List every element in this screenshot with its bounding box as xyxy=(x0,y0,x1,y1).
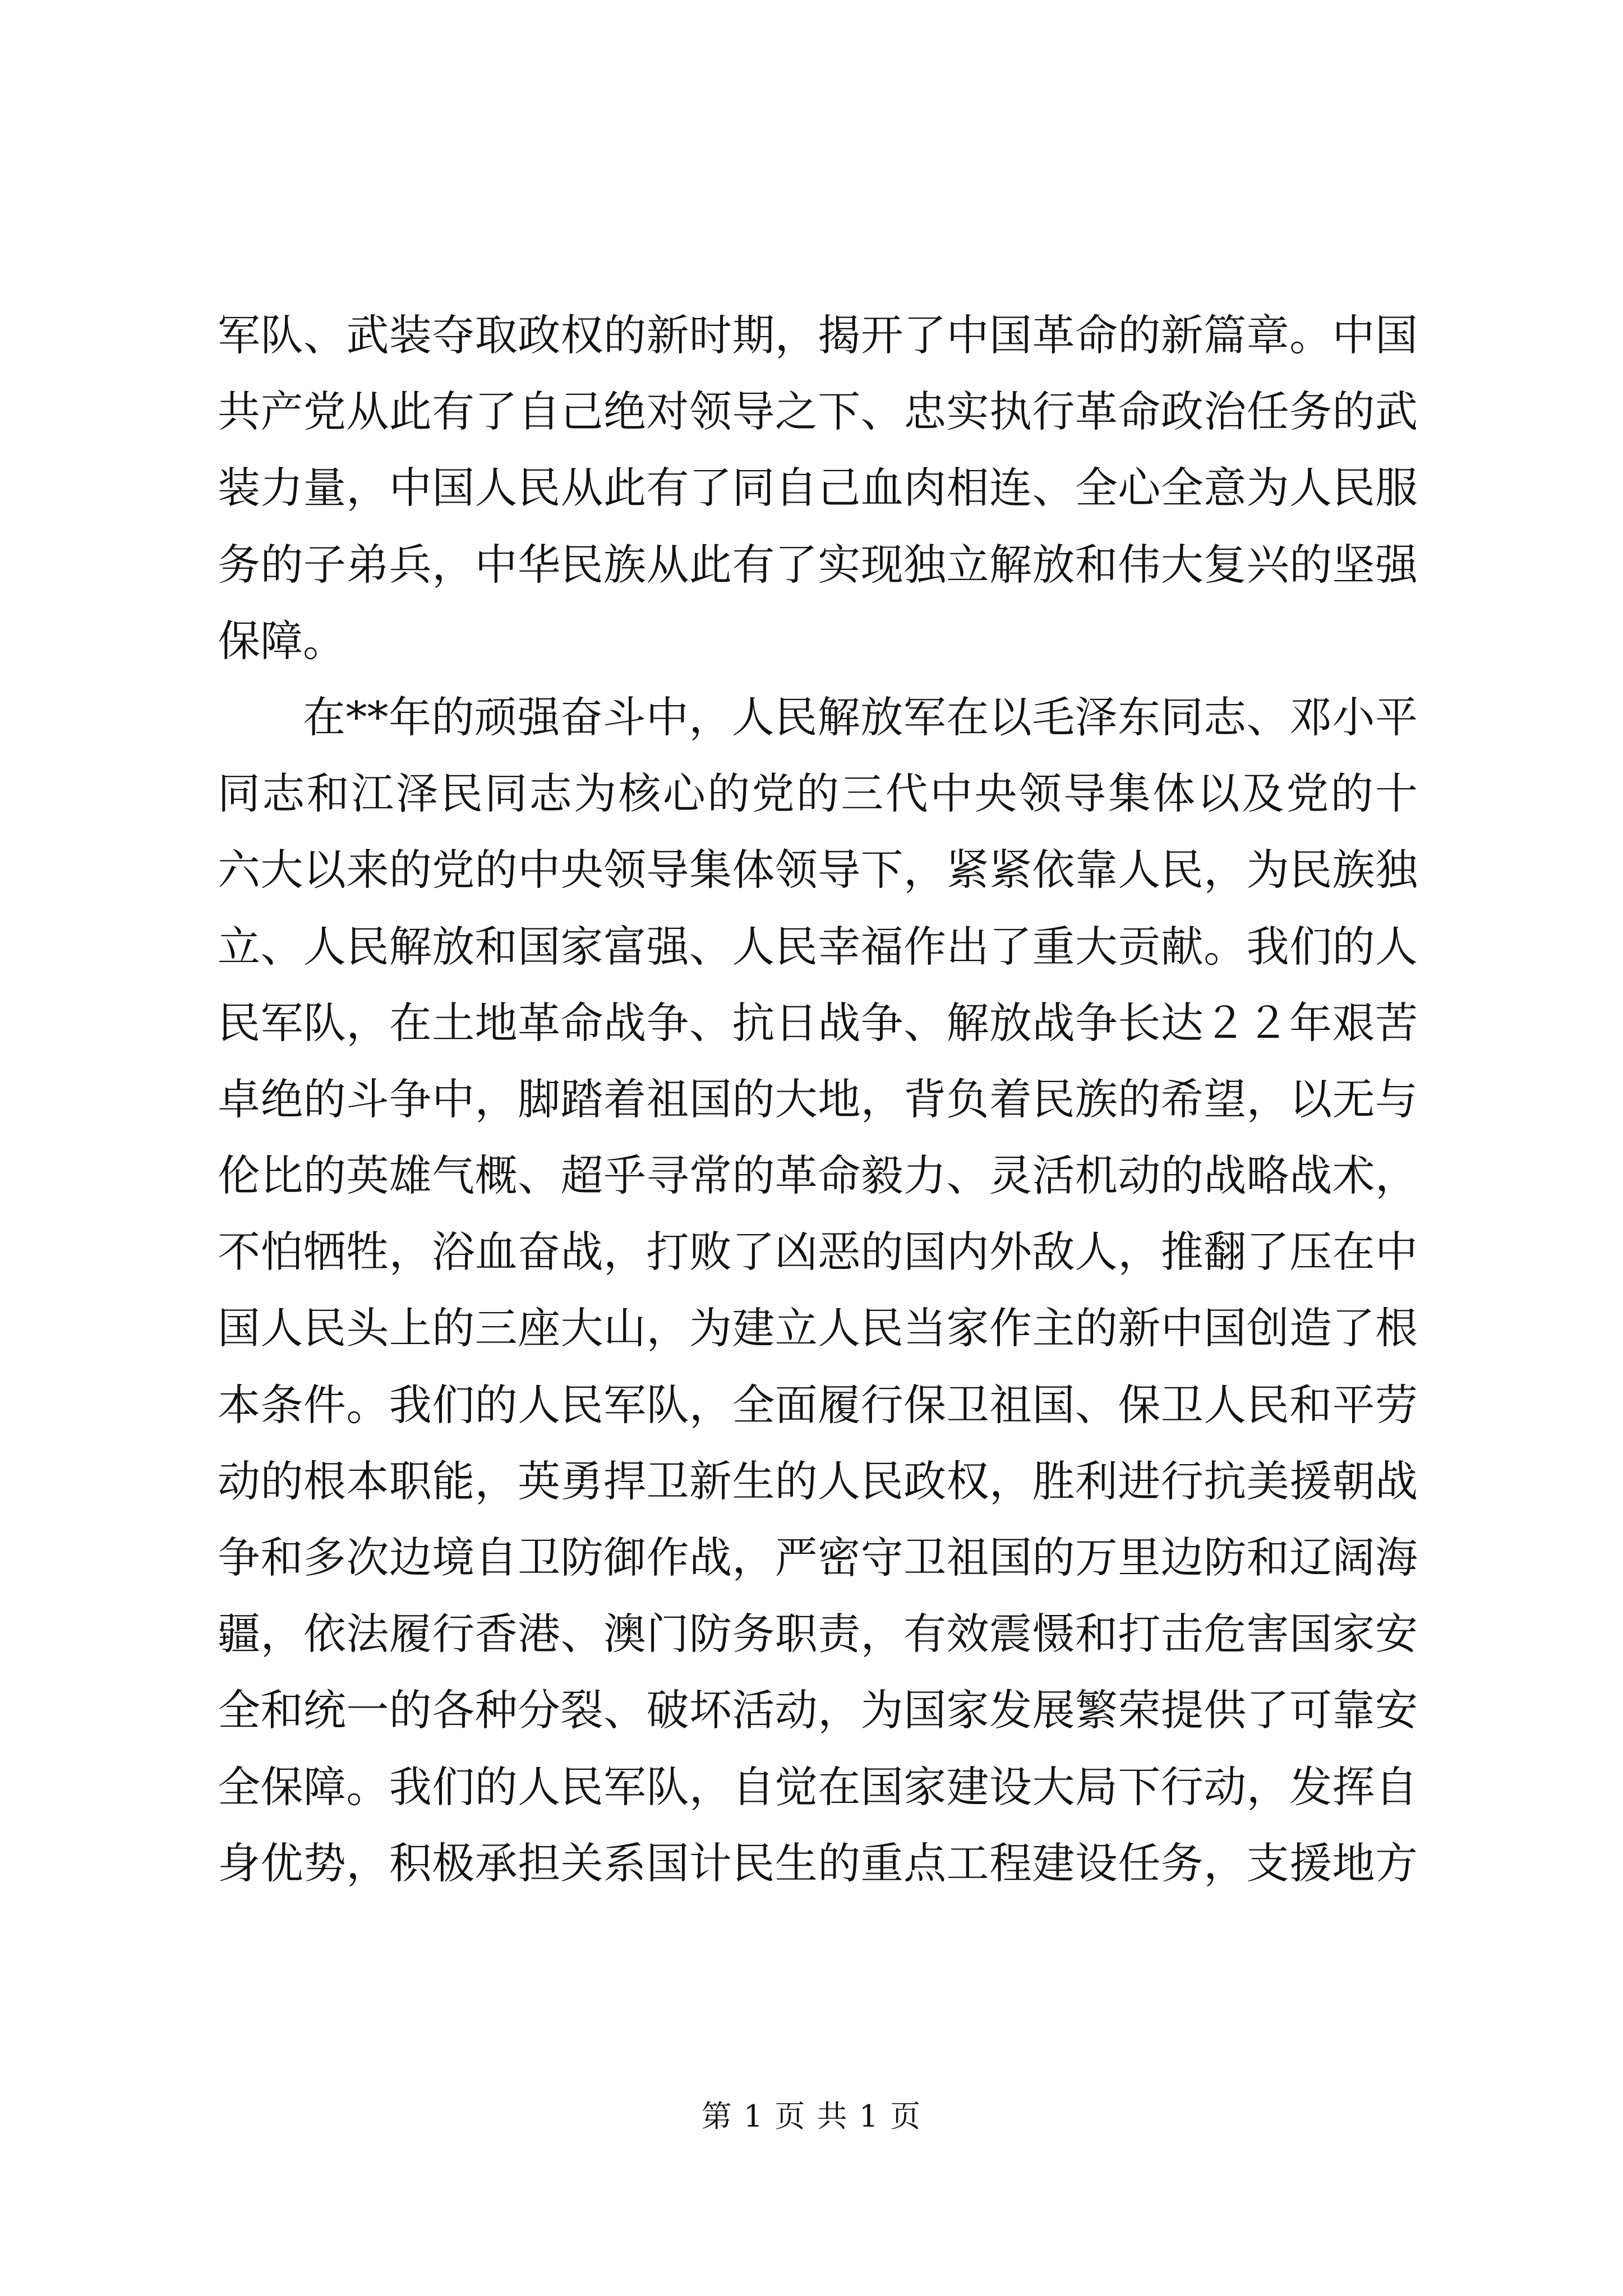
text-line: 卓绝的斗争中，脚踏着祖国的大地，背负着民族的希望，以无与 xyxy=(218,1074,1418,1124)
text-line: 不怕牺牲，浴血奋战，打败了凶恶的国内外敌人，推翻了压在中 xyxy=(218,1227,1418,1277)
text-line: 同志和江泽民同志为核心的党的三代中央领导集体以及党的十 xyxy=(218,769,1418,819)
text-line: 保障。 xyxy=(218,615,345,666)
text-line: 共产党从此有了自己绝对领导之下、忠实执行革命政治任务的武 xyxy=(218,386,1418,437)
text-line: 伦比的英雄气概、超乎寻常的革命毅力、灵活机动的战略战术， xyxy=(218,1151,1418,1201)
text-line: 六大以来的党的中央领导集体领导下，紧紧依靠人民，为民族独 xyxy=(218,845,1418,895)
text-line: 国人民头上的三座大山，为建立人民当家作主的新中国创造了根 xyxy=(218,1303,1418,1354)
text-line: 军队、武装夺取政权的新时期，揭开了中国革命的新篇章。中国 xyxy=(218,310,1418,360)
text-line: 动的根本职能，英勇捍卫新生的人民政权，胜利进行抗美援朝战 xyxy=(218,1456,1418,1506)
page-number-footer: 第 1 页 共 1 页 xyxy=(701,2099,922,2134)
paragraph-2 xyxy=(218,679,1418,1902)
text-line: 疆，依法履行香港、澳门防务职责，有效震慑和打击危害国家安 xyxy=(218,1609,1418,1659)
paragraph-1 xyxy=(218,297,1418,679)
text-line: 争和多次边境自卫防御作战，严密守卫祖国的万里边防和辽阔海 xyxy=(218,1533,1418,1582)
text-line: 全保障。我们的人民军队，自觉在国家建设大局下行动，发挥自 xyxy=(218,1761,1418,1812)
text-line: 在**年的顽强奋斗中，人民解放军在以毛泽东同志、邓小平 xyxy=(303,692,1418,742)
text-line: 装力量，中国人民从此有了同自己血肉相连、全心全意为人民服 xyxy=(218,463,1418,513)
text-line: 本条件。我们的人民军队，全面履行保卫祖国、保卫人民和平劳 xyxy=(218,1379,1418,1430)
text-line: 身优势，积极承担关系国计民生的重点工程建设任务，支援地方 xyxy=(218,1838,1418,1888)
body-text xyxy=(218,297,1418,1902)
text-line: 务的子弟兵，中华民族从此有了实现独立解放和伟大复兴的坚强 xyxy=(218,539,1418,590)
text-line: 全和统一的各种分裂、破坏活动，为国家发展繁荣提供了可靠安 xyxy=(218,1685,1418,1736)
text-line: 立、人民解放和国家富强、人民幸福作出了重大贡献。我们的人 xyxy=(218,921,1418,972)
text-line: 民军队，在土地革命战争、抗日战争、解放战争长达２２年艰苦 xyxy=(218,997,1418,1048)
